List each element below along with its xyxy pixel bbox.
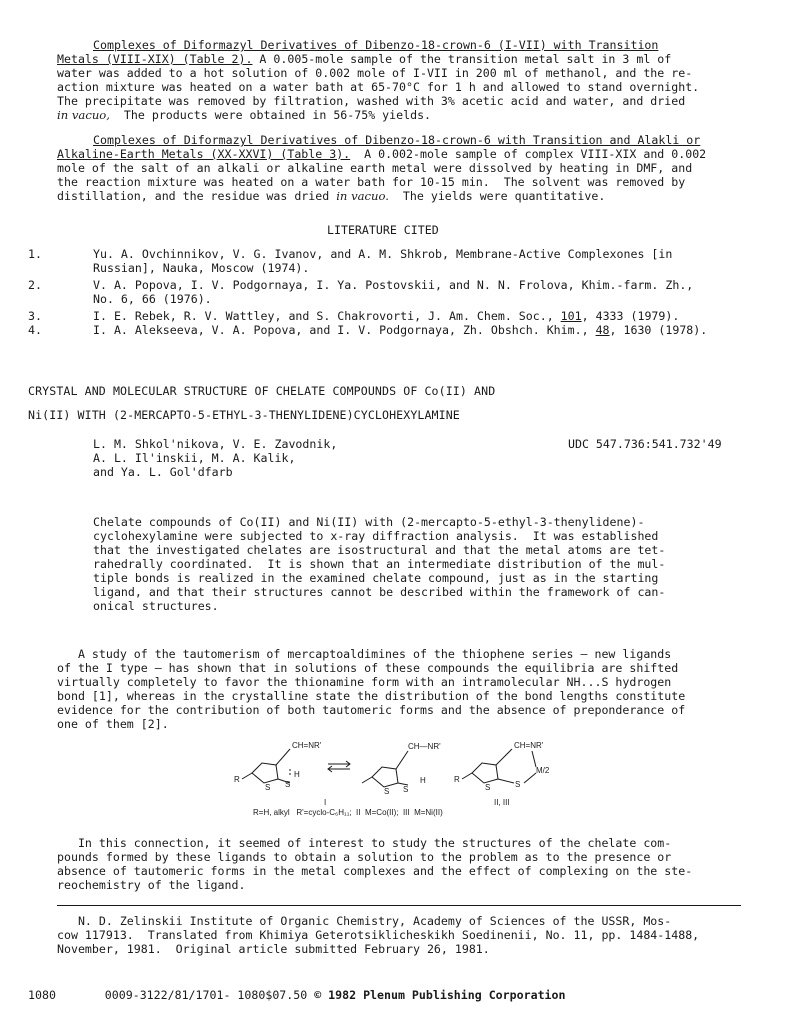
s1-h: H bbox=[294, 770, 300, 779]
section1-line1-text: A 0.005-mole sample of the transition metal salt in 3 ml of bbox=[252, 52, 672, 66]
affiliation-line: November, 1981. Original article submitted February 26, 1981. bbox=[57, 942, 490, 956]
authors-line3: and Ya. L. Gol'dfarb bbox=[93, 465, 233, 479]
section2-line4 bbox=[57, 190, 605, 204]
ref-2-line2: No. 6, 66 (1976). bbox=[93, 292, 212, 306]
abstract-line: rahedrally coordinated. It is shown that an intermediate distribution of the mul- bbox=[93, 557, 666, 571]
in-vacuo-italic-1: in vacuo, bbox=[57, 108, 110, 122]
article-title-line1: CRYSTAL AND MOLECULAR STRUCTURE OF CHELATE COMPOUNDS OF Co(II) AND bbox=[28, 384, 496, 398]
abstract-line: that the investigated chelates are isostructural and that the metal atoms are tet- bbox=[93, 543, 666, 557]
affiliation-line: cow 117913. Translated from Khimiya Geterotsiklicheskikh Soedinenii, No. 11, pp. 1484-1488, bbox=[57, 928, 700, 942]
udc-code: UDC 547.736:541.732'49 bbox=[568, 437, 722, 451]
ref-4-text-b: , 1630 (1978). bbox=[609, 323, 708, 337]
body1-line: one of them [2]. bbox=[57, 717, 169, 731]
s3-s1: S bbox=[485, 783, 491, 792]
body2-line: pounds formed by these ligands to obtain a solution to the problem as to the presence or bbox=[57, 850, 672, 864]
section2-heading bbox=[93, 134, 700, 148]
section2-line1-text: A 0.002-mole sample of complex VIII-XIX and 0.002 bbox=[350, 147, 707, 161]
footnote-rule bbox=[57, 905, 741, 906]
ref-3-line1 bbox=[93, 310, 679, 324]
section1-line4: The precipitate was removed by filtration, washed with 3% acetic acid and water, and dried bbox=[57, 94, 686, 108]
ref-1-line2: Russian], Nauka, Moscow (1974). bbox=[93, 261, 310, 275]
journal-code: 0009-3122/81/1701- 1080$07.50 bbox=[104, 988, 308, 1002]
body1-line: bond [1], whereas in the crystalline state the distribution of the bond lengths constitute bbox=[57, 689, 686, 703]
abstract-line: onical structures. bbox=[93, 599, 219, 613]
section2-line4-a: distillation, and the residue was dried bbox=[57, 189, 337, 203]
section1-line1 bbox=[57, 53, 671, 67]
affiliation-line: N. D. Zelinskii Institute of Organic Chemistry, Academy of Sciences of the USSR, Mos- bbox=[57, 914, 672, 928]
authors-line2: A. L. Il'inskii, M. A. Kalik, bbox=[93, 451, 296, 465]
body2-line: reochemistry of the ligand. bbox=[57, 878, 246, 892]
s3-m: M/2 bbox=[536, 766, 550, 775]
structure-1 bbox=[242, 749, 290, 783]
ref-number-4: 4. bbox=[28, 323, 42, 337]
section1-heading-line1: Complexes of Diformazyl Derivatives of Dibenzo-18-crown-6 (I-VII) with Transition bbox=[93, 38, 659, 52]
s1-top: CH=NR' bbox=[292, 741, 322, 750]
abstract-line: ligand, and that their structures cannot be described within the framework of can- bbox=[93, 585, 666, 599]
section1-line3: action mixture was heated on a water bath at 65-70°C for 1 h and allowed to stand overnight. bbox=[57, 80, 700, 94]
ref-4-volume: 48 bbox=[595, 323, 610, 337]
article-title-line2: Ni(II) WITH (2-MERCAPTO-5-ETHYL-3-THENYLIDENE)CYCLOHEXYLAMINE bbox=[28, 408, 460, 422]
literature-heading: LITERATURE CITED bbox=[327, 223, 439, 237]
abstract-line: Chelate compounds of Co(II) and Ni(II) with (2-mercapto-5-ethyl-3-thenylidene)- bbox=[93, 515, 645, 529]
section1-heading bbox=[93, 39, 658, 53]
abstract-line: tiple bonds is realized in the examined chelate compound, just as in the starting bbox=[93, 571, 659, 585]
authors-line1: L. M. Shkol'nikova, V. E. Zavodnik, bbox=[93, 437, 338, 451]
s2-s1: S bbox=[384, 787, 390, 796]
section1-line5 bbox=[57, 109, 431, 123]
ref-number-2: 2. bbox=[28, 278, 42, 292]
ref-4-text-a: I. A. Alekseeva, V. A. Popova, and I. V. Podgornaya, Zh. Obshch. Khim., bbox=[93, 323, 596, 337]
section2-line1 bbox=[57, 148, 706, 162]
scheme-label-2: II, III bbox=[494, 798, 510, 807]
s2-top: CH—NR' bbox=[408, 742, 441, 751]
tautomer-scheme bbox=[232, 737, 792, 819]
s1-s1: S bbox=[265, 783, 271, 792]
s3-s2: S bbox=[515, 780, 521, 789]
scheme-label-1: I bbox=[324, 798, 327, 807]
equilibrium-arrows bbox=[328, 761, 350, 772]
ref-2-line1: V. A. Popova, I. V. Podgornaya, I. Ya. Postovskii, and N. N. Frolova, Khim.-farm. Zh., bbox=[93, 278, 694, 292]
section2-line2: mole of the salt of an alkali or alkaline earth metal were dissolved by heating in DMF, and bbox=[57, 161, 693, 175]
s2-s2: S bbox=[403, 785, 409, 794]
ref-3-volume: 101 bbox=[560, 309, 582, 323]
s1-r: R bbox=[234, 775, 240, 784]
section1-line2: water was added to a hot solution of 0.002 mole of I-VII in 200 ml of methanol, and the re- bbox=[57, 66, 693, 80]
s3-top: CH=NR' bbox=[514, 741, 544, 750]
body1-line: A study of the tautomerism of mercaptoaldimines of the thiophene series — new ligands bbox=[57, 647, 672, 661]
structure-3 bbox=[462, 749, 536, 783]
section1-heading-line2: Metals (VIII-XIX) (Table 2). bbox=[57, 52, 253, 66]
in-vacuo-italic-2: in vacuo. bbox=[336, 189, 389, 203]
s1-s2: S bbox=[285, 780, 291, 789]
section2-heading-line1: Complexes of Diformazyl Derivatives of Dibenzo-18-crown-6 with Transition and Alakli or bbox=[93, 133, 701, 147]
body1-line: of the I type — has shown that in solutions of these compounds the equilibria are shifted bbox=[57, 661, 679, 675]
structure-2 bbox=[362, 751, 408, 787]
ref-3-text-b: , 4333 (1979). bbox=[581, 309, 680, 323]
s3-r: R bbox=[454, 775, 460, 784]
section2-line4-b: The yields were quantitative. bbox=[388, 189, 606, 203]
ref-1-line1: Yu. A. Ovchinnikov, V. G. Ivanov, and A. M. Shkrob, Membrane-Active Complexones [in bbox=[93, 247, 673, 261]
ref-number-1: 1. bbox=[28, 247, 42, 261]
section2-heading-line2: Alkaline-Earth Metals (XX-XXVI) (Table 3). bbox=[57, 147, 351, 161]
abstract-line: cyclohexylamine were subjected to x-ray diffraction analysis. It was established bbox=[93, 529, 659, 543]
page-footer bbox=[28, 988, 565, 1002]
ref-number-3: 3. bbox=[28, 309, 42, 323]
ref-3-text-a: I. E. Rebek, R. V. Wattley, and S. Chakrovorti, J. Am. Chem. Soc., bbox=[93, 309, 561, 323]
copyright: © 1982 Plenum Publishing Corporation bbox=[314, 988, 566, 1002]
scheme-caption: R=H, alkyl R'=cyclo-C₆H₁₁; II M=Co(II); III M=Ni(II) bbox=[253, 808, 443, 817]
section2-line3: the reaction mixture was heated on a water bath for 10-15 min. The solvent was removed by bbox=[57, 175, 686, 189]
body1-line: virtually completely to favor the thionamine form with an intramolecular NH...S hydrogen bbox=[57, 675, 672, 689]
body2-line: In this connection, it seemed of interest to study the structures of the chelate com- bbox=[57, 836, 672, 850]
page-number: 1080 bbox=[28, 988, 56, 1002]
s2-h: H bbox=[420, 776, 426, 785]
body2-line: absence of tautomeric forms in the metal complexes and the effect of complexing on the ste- bbox=[57, 864, 693, 878]
ref-4-line1 bbox=[93, 324, 707, 338]
body1-line: evidence for the contribution of both tautomeric forms and the absence of preponderance of bbox=[57, 703, 686, 717]
section1-line5-text: The products were obtained in 56-75% yields. bbox=[109, 108, 432, 122]
